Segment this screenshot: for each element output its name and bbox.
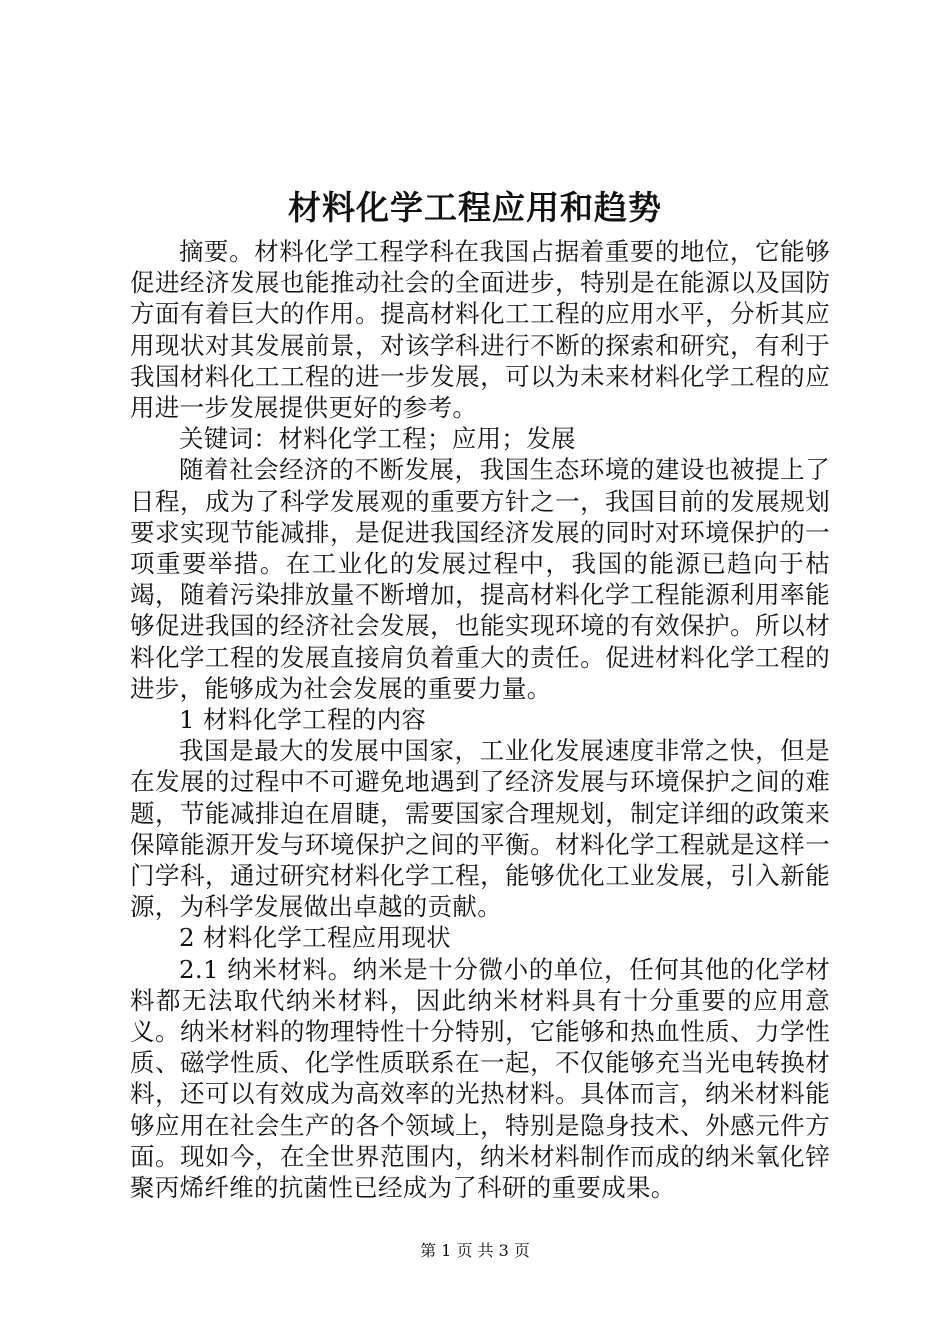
keywords-paragraph: 关键词：材料化学工程；应用；发展 <box>179 424 576 454</box>
abstract-paragraph: 摘要。材料化学工程学科在我国占据着重要的地位，它能够促进经济发展也能推动社会的全面进步，特别是在能源以及国防方面有着巨大的作用。提高材料化工工程的应用水平，分析其应用现状对其发展前景，对该学科进行不断的探索和研究，有利于我国材料化工工程的进一步发展，可以为未来材料化学工程的应用进一步发展提供更好的参考。 <box>130 237 830 423</box>
document-body <box>130 236 830 1203</box>
section-2-1-paragraph: 2.1 纳米材料。纳米是十分微小的单位，任何其他的化学材料都无法取代纳米材料，因此纳米材料具有十分重要的应用意义。纳米材料的物理特性十分特别，它能够和热血性质、力学性质、磁学性质、化学性质联系在一起，不仅能够充当光电转换材料，还可以有效成为高效率的光热材料。具体而言，纳米材料能够应用在社会生产的各个领域上，特别是隐身技术、外感元件方面。现如今，在全世界范围内，纳米材料制作而成的纳米氧化锌聚丙烯纤维的抗菌性已经成为了科研的重要成果。 <box>130 954 830 1203</box>
intro-paragraph: 随着社会经济的不断发展，我国生态环境的建设也被提上了日程，成为了科学发展观的重要方针之一，我国目前的发展规划要求实现节能减排，是促进我国经济发展的同时对环境保护的一项重要举措。在工业化的发展过程中，我国的能源已趋向于枯竭，随着污染排放量不断增加，提高材料化学工程能源利用率能够促进我国的经济社会发展，也能实现环境的有效保护。所以材料化学工程的发展直接肩负着重大的责任。促进材料化学工程的进步，能够成为社会发展的重要力量。 <box>130 455 830 703</box>
page-footer: 第 1 页 共 3 页 <box>420 1241 530 1260</box>
section-1-paragraph: 我国是最大的发展中国家，工业化发展速度非常之快，但是在发展的过程中不可避免地遇到了经济发展与环境保护之间的难题，节能减排迫在眉睫，需要国家合理规划，制定详细的政策来保障能源开发与环境保护之间的平衡。材料化学工程就是这样一门学科，通过研究材料化学工程，能够优化工业发展，引入新能源，为科学发展做出卓越的贡献。 <box>130 736 830 922</box>
section-heading-1: 1 材料化学工程的内容 <box>179 705 427 735</box>
document-title: 材料化学工程应用和趋势 <box>288 188 662 227</box>
section-heading-2: 2 材料化学工程应用现状 <box>179 923 451 953</box>
